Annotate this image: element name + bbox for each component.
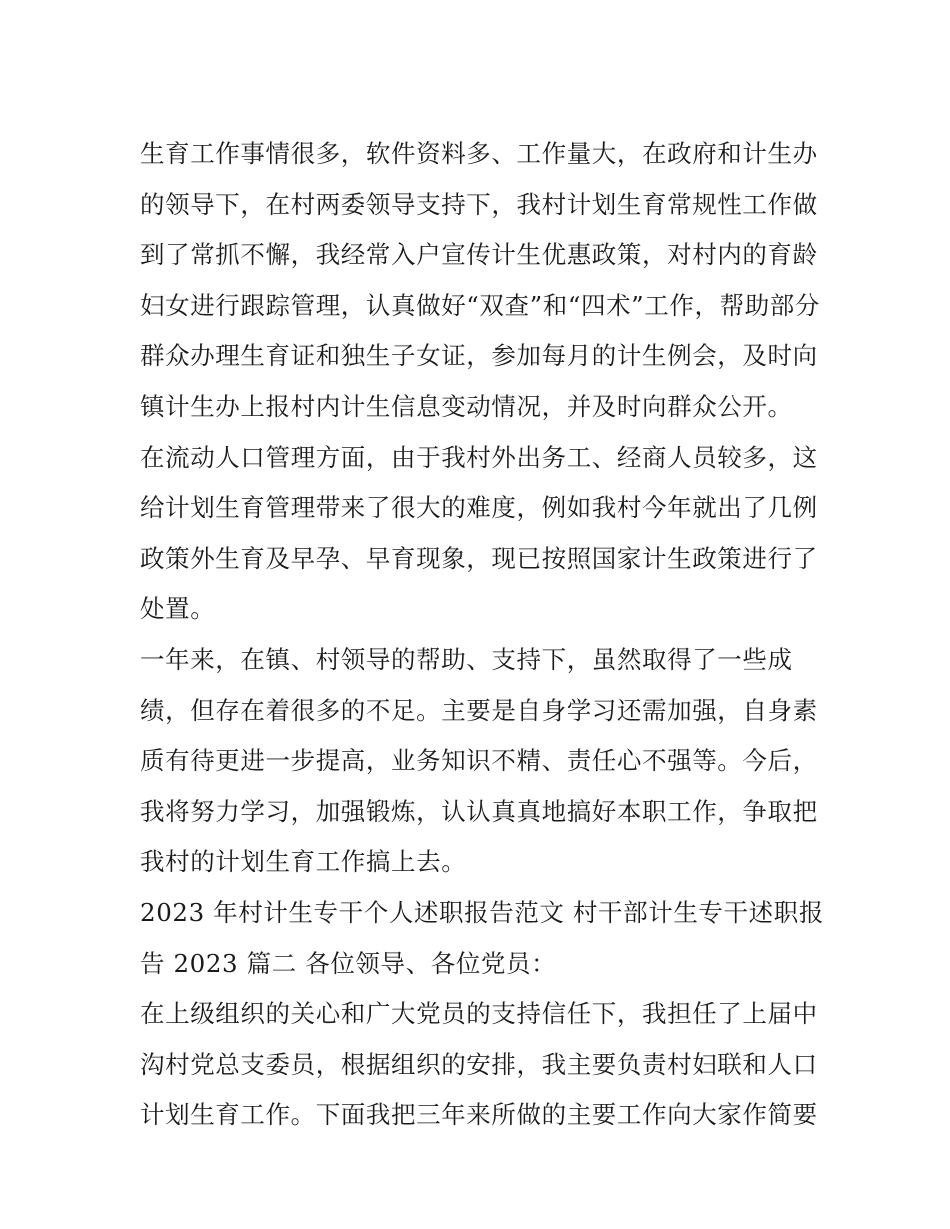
text-line: 妇女进行跟踪管理，认真做好“双查”和“四术”工作，帮助部分: [140, 290, 820, 320]
text-line: 沟村党总支委员，根据组织的安排，我主要负责村妇联和人口: [140, 1049, 818, 1079]
text-line: 政策外生育及早孕、早育现象，现已按照国家计生政策进行了: [140, 543, 818, 573]
text-line: 镇计生办上报村内计生信息变动情况，并及时向群众公开。: [140, 391, 793, 421]
text-line: 一年来，在镇、村领导的帮助、支持下，虽然取得了一些成: [140, 644, 793, 674]
text-line: 处置。: [140, 594, 216, 624]
text-line: 绩，但存在着很多的不足。主要是自身学习还需加强，自身素: [140, 695, 818, 725]
text-line: 在流动人口管理方面，由于我村外出务工、经商人员较多，这: [140, 442, 818, 472]
text-line: 生育工作事情很多，软件资料多、工作量大，在政府和计生办: [140, 139, 818, 168]
text-line: 我将努力学习，加强锻炼，认认真真地搞好本职工作，争取把: [140, 796, 818, 826]
text-line: 我村的计划生育工作搞上去。: [140, 847, 467, 877]
text-line: 到了常抓不懈，我经常入户宣传计生优惠政策，对村内的育龄: [140, 240, 818, 270]
body-text: [140, 129, 824, 1141]
text-line: 给计划生育管理带来了很大的难度，例如我村今年就出了几例: [140, 493, 818, 523]
text-line: 计划生育工作。下面我把三年来所做的主要工作向大家作简要: [140, 1100, 818, 1130]
text-line: 的领导下，在村两委领导支持下，我村计划生育常规性工作做: [140, 189, 818, 219]
text-line: 在上级组织的关心和广大党员的支持信任下，我担任了上届中: [140, 999, 818, 1029]
text-line: 群众办理生育证和独生子女证，参加每月的计生例会，及时向: [140, 341, 818, 371]
text-line: 告 2023 篇二 各位领导、各位党员：: [140, 948, 557, 978]
text-line: 2023 年村计生专干个人述职报告范文 村干部计生专干述职报: [140, 897, 824, 927]
text-line: 质有待更进一步提高，业务知识不精、责任心不强等。今后，: [140, 746, 818, 776]
